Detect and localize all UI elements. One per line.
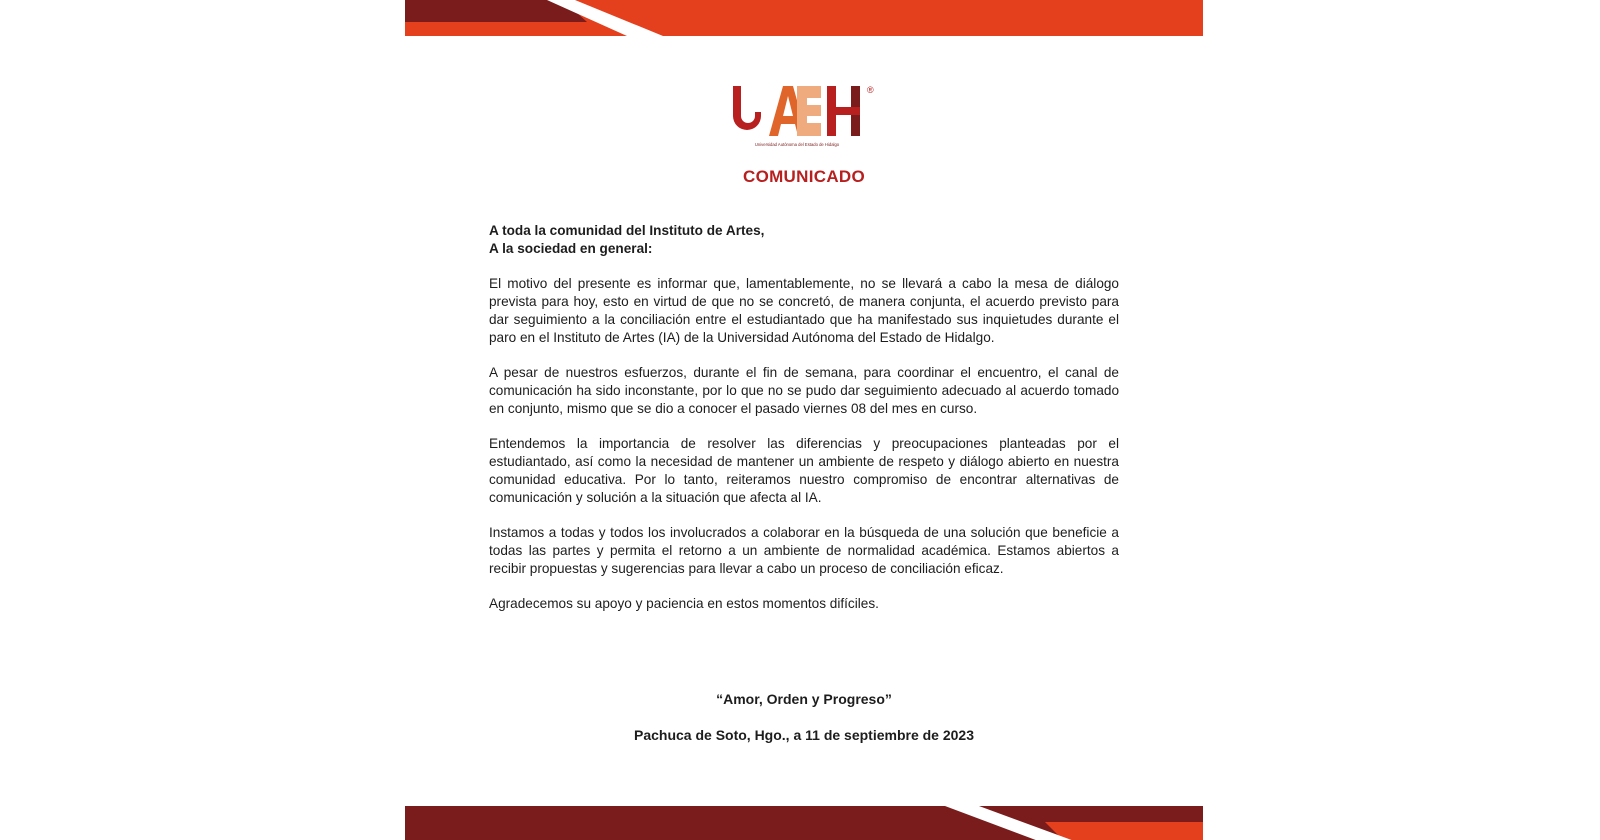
motto: “Amor, Orden y Progreso” <box>716 691 892 707</box>
paragraph-4: Instamos a todas y todos los involucrados a colaborar en la búsqueda de una solución que beneficie a todas las partes y permita el retorno a un ambiente de normalidad académica. Estamos abiertos a recibir propuestas y sugerencias para llevar a cabo un proceso de conciliación eficaz. <box>489 525 1119 576</box>
uaeh-logo <box>727 80 887 152</box>
document-body <box>489 222 1119 630</box>
salutation-line-1: A toda la comunidad del Instituto de Artes, <box>489 223 765 238</box>
uaeh-logo-wordmark <box>733 86 860 136</box>
bottom-band-orange <box>1045 822 1203 840</box>
document-page <box>405 0 1203 840</box>
logo-subtitle: Universidad Autónoma del Estado de Hidalgo <box>754 142 840 147</box>
paragraph-3: Entendemos la importancia de resolver las diferencias y preocupaciones planteadas por el estudiantado, así como la necesidad de mantener un ambiente de respeto y diálogo abierto en nuestra comunidad educativa. Por lo tanto, reiteramos nuestro compromiso de encontrar alternativas de comunicación y solución a la situación que afecta al IA. <box>489 436 1119 505</box>
salutation-line-2: A la sociedad en general: <box>489 241 653 256</box>
place-and-date: Pachuca de Soto, Hgo., a 11 de septiembre de 2023 <box>633 727 975 743</box>
salutation <box>489 222 1119 258</box>
paragraph-1: El motivo del presente es informar que, lamentablemente, no se llevará a cabo la mesa de diálogo prevista para hoy, esto en virtud de que no se concretó, de manera conjunta, el acuerdo previsto para dar seguimiento a la conciliación entre el estudiantado que ha manifestado sus inquietudes durante el paro en el Instituto de Artes (IA) de la Universidad Autónoma del Estado de Hidalgo. <box>489 276 1119 345</box>
paragraph-2: A pesar de nuestros esfuerzos, durante el fin de semana, para coordinar el encuentro, el canal de comunicación ha sido inconstante, por lo que no se pudo dar seguimiento adecuado al acuerdo tomado en conjunto, mismo que se dio a conocer el pasado viernes 08 del mes en curso. <box>489 365 1119 416</box>
document-heading: COMUNICADO <box>743 167 865 186</box>
logo-registered-mark: ® <box>867 85 874 95</box>
top-decorative-band <box>405 0 1203 36</box>
paragraph-5: Agradecemos su apoyo y paciencia en estos momentos difíciles. <box>489 596 879 611</box>
bottom-decorative-band <box>405 806 1203 840</box>
